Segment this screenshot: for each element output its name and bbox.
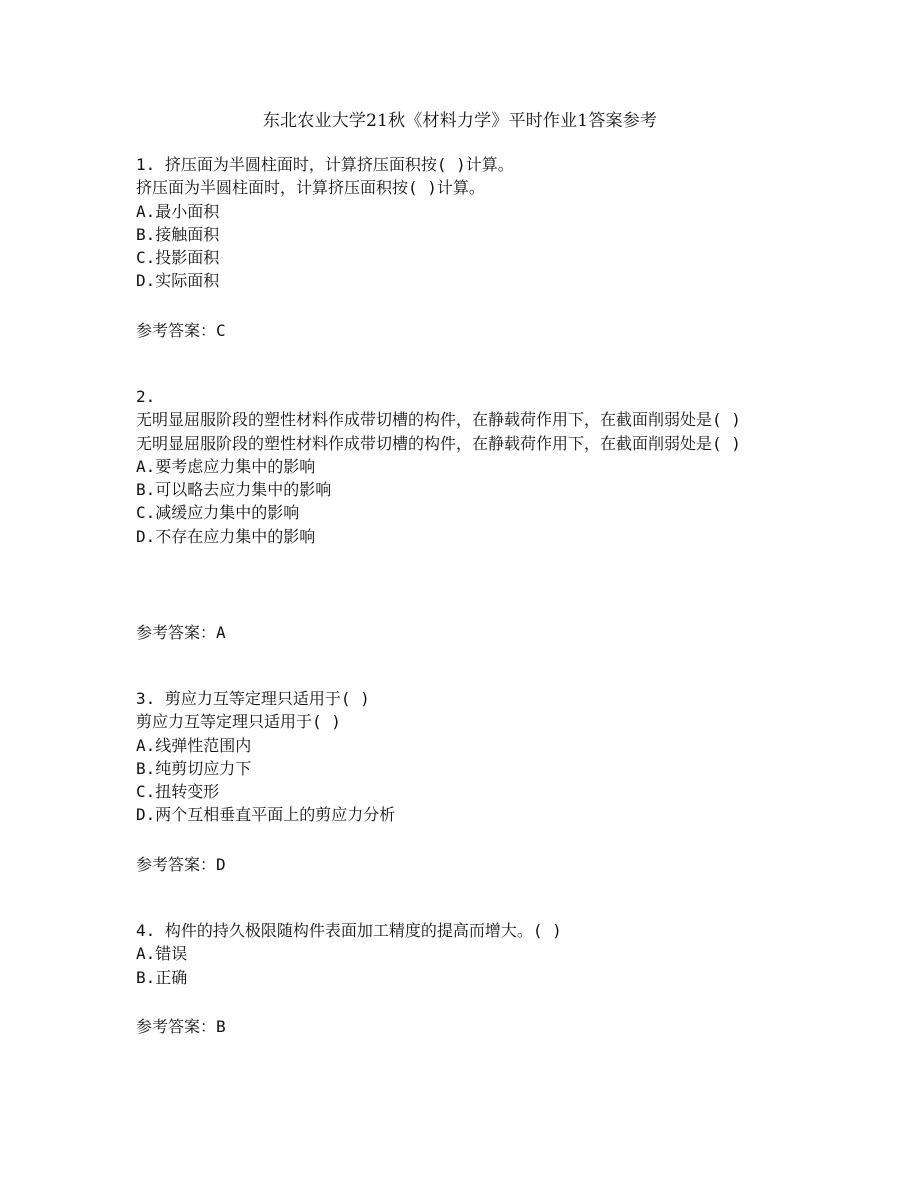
question-1-option-a: A.最小面积 (136, 201, 220, 221)
question-2-option-d: D.不存在应力集中的影响 (136, 526, 316, 546)
question-2 (136, 385, 796, 548)
question-2-option-c: C.减缓应力集中的影响 (136, 503, 300, 523)
question-1-option-b: B.接触面积 (136, 224, 220, 244)
question-1-stem: 挤压面为半圆柱面时，计算挤压面积按( )计算。 (136, 178, 485, 198)
question-4-option-a: A.错误 (136, 944, 188, 964)
question-1-option-d: D.实际面积 (136, 271, 220, 291)
question-2-stem: 无明显屈服阶段的塑性材料作成带切槽的构件，在静载荷作用下，在截面削弱处是( ) (136, 433, 741, 453)
question-3 (136, 687, 796, 827)
question-4 (136, 919, 796, 989)
question-3-option-c: C.扭转变形 (136, 782, 220, 802)
question-3-option-d: D.两个互相垂直平面上的剪应力分析 (136, 805, 396, 825)
question-2-answer: 参考答案：A (136, 623, 226, 642)
question-2-header: 2. (136, 387, 156, 406)
question-1-header: 1. 挤压面为半圆柱面时，计算挤压面积按( )计算。 (136, 155, 514, 174)
question-2-option-a: A.要考虑应力集中的影响 (136, 456, 316, 476)
question-1-answer: 参考答案：C (136, 321, 226, 340)
document-title: 东北农业大学21秋《材料力学》平时作业1答案参考 (262, 111, 658, 131)
question-4-header: 4. 构件的持久极限随构件表面加工精度的提高而增大。( ) (136, 921, 562, 940)
question-4-option-b: B.正确 (136, 967, 188, 987)
question-3-stem: 剪应力互等定理只适用于( ) (136, 712, 341, 732)
question-1-option-c: C.投影面积 (136, 248, 220, 268)
question-2-option-b: B.可以略去应力集中的影响 (136, 480, 332, 500)
question-3-option-b: B.纯剪切应力下 (136, 758, 252, 778)
question-3-option-a: A.线弹性范围内 (136, 735, 252, 755)
question-3-answer: 参考答案：D (136, 855, 226, 874)
question-4-answer: 参考答案：B (136, 1017, 226, 1036)
question-1 (136, 153, 796, 293)
question-2-header-text: 无明显屈服阶段的塑性材料作成带切槽的构件，在静载荷作用下，在截面削弱处是( ) (136, 410, 741, 430)
question-3-header: 3. 剪应力互等定理只适用于( ) (136, 689, 370, 708)
